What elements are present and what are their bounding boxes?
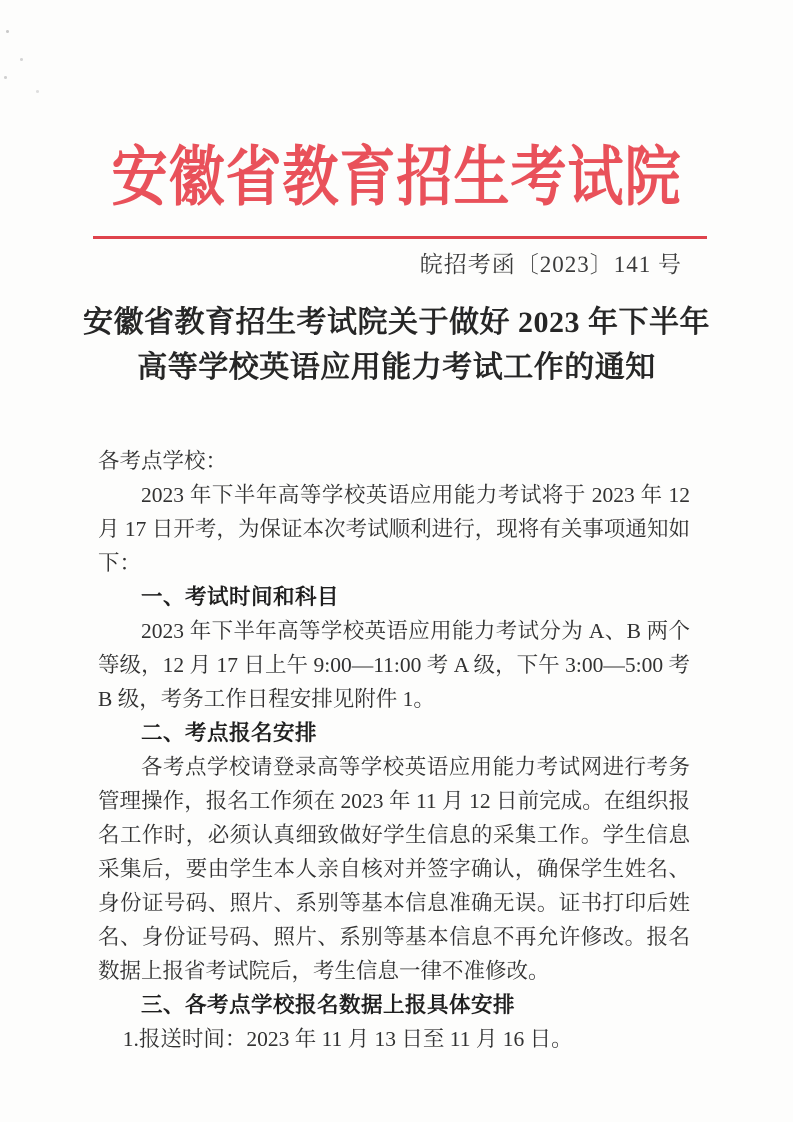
document-body [98,444,690,1056]
intro-paragraph: 2023 年下半年高等学校英语应用能力考试将于 2023 年 12 月 17 日开考，为保证本次考试顺利进行，现将有关事项通知如下： [98,483,690,575]
letterhead-title: 安徽省教育招生考试院 [111,142,682,215]
section-2-heading: 二、考点报名安排 [141,721,318,745]
letterhead-divider-rule [93,236,707,239]
section-2-paragraph: 各考点学校请登录高等学校英语应用能力考试网进行考务管理操作，报名工作须在 2023 年 11 月 12 日前完成。在组织报名工作时，必须认真细致做好学生信息的采集工作。学生信息采集后，要由学生本人亲自核对并签字确认，确保学生姓名、身份证号码、照片、系别等基本信息准确无误。证书打印后姓名、身份证号码、照片、系别等基本信息不再允许修改。报名数据上报省考试院后，考生信息一律不准修改。 [98,755,690,983]
scan-noise-specks [6,30,9,33]
document-number: 皖招考函〔2023〕141 号 [419,252,682,277]
notice-title-line1: 安徽省教育招生考试院关于做好 2023 年下半年 [83,306,710,339]
section-1-heading: 一、考试时间和科目 [141,585,340,609]
section-3-heading: 三、各考点学校报名数据上报具体安排 [141,993,516,1017]
salutation: 各考点学校： [98,449,228,473]
notice-title-line2: 高等学校英语应用能力考试工作的通知 [137,351,656,384]
section-3-item-1: 1.报送时间：2023 年 11 月 13 日至 11 月 16 日。 [122,1027,573,1051]
section-1-paragraph: 2023 年下半年高等学校英语应用能力考试分为 A、B 两个等级，12 月 17 日上午 9:00—11:00 考 A 级，下午 3:00—5:00 考 B 级，考务工作日程安排见附件 1。 [98,619,690,711]
notice-title [50,300,743,390]
